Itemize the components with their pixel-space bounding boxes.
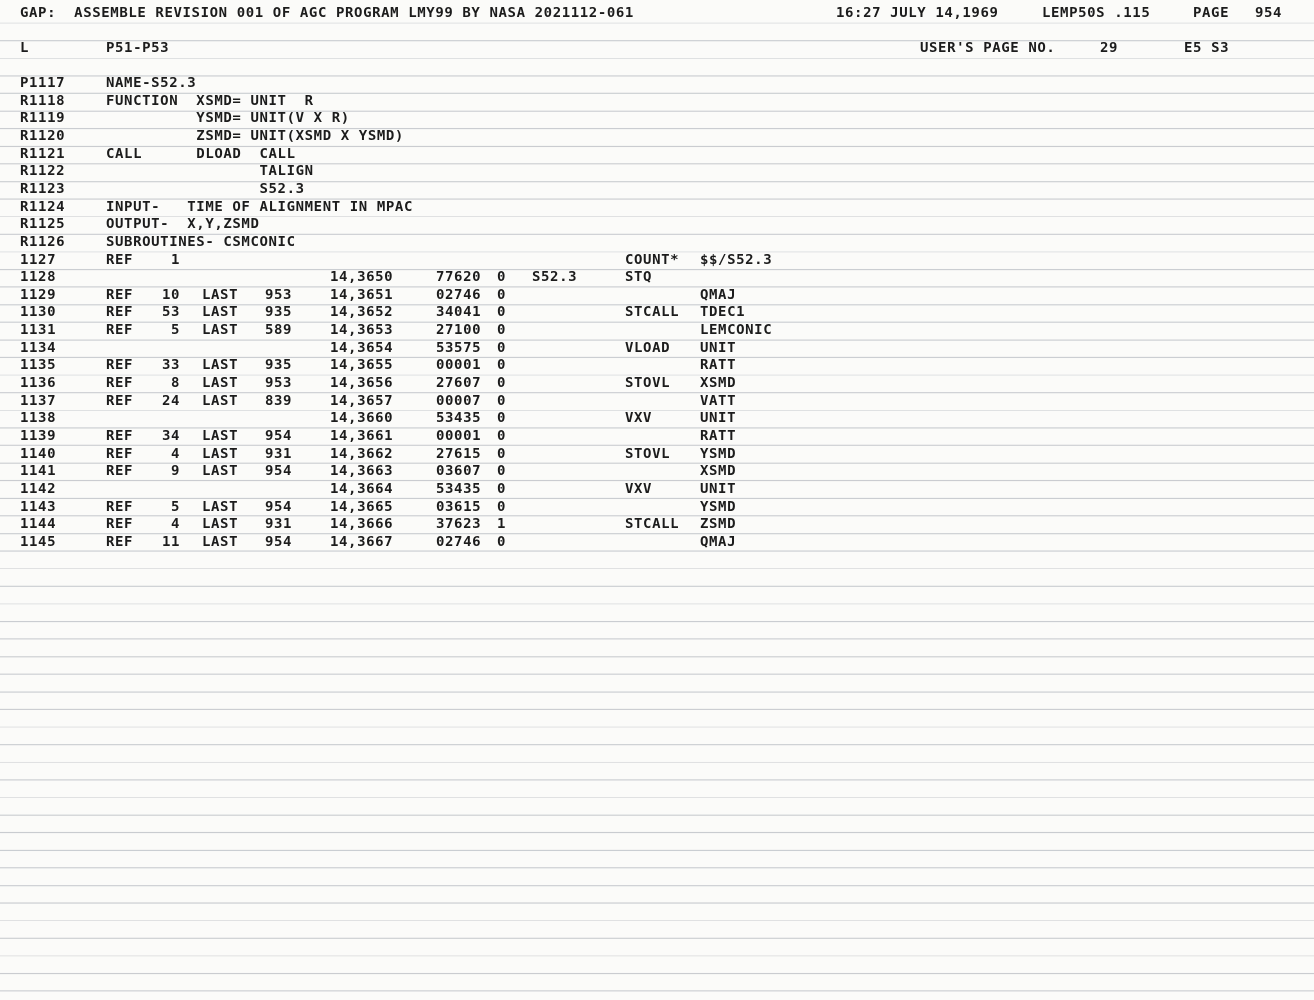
octal-word: 27615 [436, 446, 482, 462]
ref-keyword: REF [106, 287, 134, 303]
opcode: VXV [625, 481, 653, 497]
header-time: 16:27 JULY 14,1969 [836, 6, 999, 21]
listing-line [0, 111, 1314, 129]
ref-count: 4 [170, 517, 180, 532]
line-number: 1135 [20, 358, 57, 374]
last-page: 953 [265, 287, 293, 303]
line-number: R1126 [20, 234, 66, 250]
remark-text: CALL DLOAD CALL [106, 146, 296, 162]
line-number: R1121 [20, 146, 66, 162]
line-number: 1140 [20, 446, 57, 462]
listing-line [0, 235, 1314, 253]
octal-word: 53435 [436, 481, 482, 497]
ref-count: 5 [170, 499, 180, 515]
ref-keyword: REF [106, 446, 134, 462]
operand: LEMCONIC [700, 323, 773, 338]
listing-line [0, 517, 1314, 535]
listing-line [0, 253, 1314, 271]
ref-count: 1 [170, 252, 180, 268]
ref-count: 8 [170, 376, 180, 391]
operand: XSMD [700, 464, 737, 480]
address: 14,3666 [330, 517, 394, 532]
listing-line [0, 323, 1314, 341]
last-keyword: LAST [202, 358, 239, 374]
last-keyword: LAST [202, 446, 239, 462]
parity-flag: 0 [497, 411, 507, 427]
ref-count: 9 [170, 464, 180, 480]
line-number: 1128 [20, 270, 57, 285]
line-number: 1144 [20, 517, 57, 532]
last-page: 931 [265, 517, 293, 532]
address: 14,3657 [330, 393, 394, 409]
ref-count: 4 [170, 446, 180, 462]
listing-line [0, 217, 1314, 235]
last-page: 954 [265, 534, 293, 550]
octal-word: 34041 [436, 305, 482, 321]
last-keyword: LAST [202, 517, 239, 532]
line-number: 1141 [20, 464, 57, 480]
remark-text: SUBROUTINES- CSMCONIC [106, 234, 296, 250]
address: 14,3653 [330, 323, 394, 338]
operand: VATT [700, 393, 737, 409]
octal-word: 03607 [436, 464, 482, 480]
line-number: 1143 [20, 499, 57, 515]
listing-line [0, 305, 1314, 323]
parity-flag: 0 [497, 358, 507, 374]
line-number: 1130 [20, 305, 57, 321]
octal-word: 27100 [436, 323, 482, 338]
octal-word: 03615 [436, 499, 482, 515]
operand: XSMD [700, 376, 737, 391]
address: 14,3660 [330, 411, 394, 427]
line-number: 1131 [20, 323, 57, 338]
line-number: R1123 [20, 181, 66, 197]
last-keyword: LAST [202, 534, 239, 550]
opcode: STCALL [625, 517, 680, 532]
opcode: VXV [625, 411, 653, 427]
opcode: STQ [625, 270, 653, 285]
operand: QMAJ [700, 534, 737, 550]
line-number: P1117 [20, 76, 66, 91]
listing-line [0, 76, 1314, 94]
line-number: 1145 [20, 534, 57, 550]
operand: YSMD [700, 499, 737, 515]
operand: RATT [700, 358, 737, 374]
ref-keyword: REF [106, 358, 134, 374]
opcode: STCALL [625, 305, 680, 321]
header-page-label: PAGE [1193, 6, 1230, 21]
opcode: STOVL [625, 376, 671, 391]
last-keyword: LAST [202, 287, 239, 303]
last-keyword: LAST [202, 429, 239, 444]
last-page: 935 [265, 305, 293, 321]
operand: $$/S52.3 [700, 252, 773, 268]
line-number: 1139 [20, 429, 57, 444]
line-number: R1124 [20, 199, 66, 215]
line-number: R1122 [20, 164, 66, 179]
operand: UNIT [700, 481, 737, 497]
header-job: LEMP50S .115 [1042, 6, 1151, 21]
address: 14,3665 [330, 499, 394, 515]
octal-word: 00007 [436, 393, 482, 409]
listing-line [0, 200, 1314, 218]
remark-text: INPUT- TIME OF ALIGNMENT IN MPAC [106, 199, 413, 215]
ref-keyword: REF [106, 534, 134, 550]
operand: RATT [700, 429, 737, 444]
ref-count: 34 [161, 429, 180, 444]
ref-count: 11 [161, 534, 180, 550]
ref-count: 33 [161, 358, 180, 374]
octal-word: 02746 [436, 287, 482, 303]
octal-word: 02746 [436, 534, 482, 550]
octal-word: 37623 [436, 517, 482, 532]
listing-line [0, 147, 1314, 165]
last-page: 589 [265, 323, 293, 338]
line-number: 1129 [20, 287, 57, 303]
last-page: 839 [265, 393, 293, 409]
user-page-label: USER'S PAGE NO. [920, 41, 1056, 56]
listing-line [0, 500, 1314, 518]
remark-text: NAME-S52.3 [106, 76, 197, 91]
parity-flag: 0 [497, 393, 507, 409]
address: 14,3662 [330, 446, 394, 462]
address: 14,3663 [330, 464, 394, 480]
address: 14,3652 [330, 305, 394, 321]
last-keyword: LAST [202, 393, 239, 409]
listing-line [0, 447, 1314, 465]
address: 14,3654 [330, 340, 394, 356]
last-page: 935 [265, 358, 293, 374]
line-number: R1125 [20, 217, 66, 232]
listing-line [0, 464, 1314, 482]
listing-line [0, 376, 1314, 394]
octal-word: 00001 [436, 429, 482, 444]
ref-keyword: REF [106, 393, 134, 409]
parity-flag: 1 [497, 517, 507, 532]
address: 14,3651 [330, 287, 394, 303]
header-page-number: 954 [1255, 6, 1283, 21]
address: 14,3661 [330, 429, 394, 444]
remark-text: ZSMD= UNIT(XSMD X YSMD) [106, 128, 404, 144]
parity-flag: 0 [497, 305, 507, 321]
last-keyword: LAST [202, 464, 239, 480]
ref-count: 53 [161, 305, 180, 321]
remark-text: FUNCTION XSMD= UNIT R [106, 93, 314, 109]
user-page-number: 29 [1100, 41, 1119, 56]
listing-line [0, 358, 1314, 376]
opcode: STOVL [625, 446, 671, 462]
octal-word: 53575 [436, 340, 482, 356]
ref-keyword: REF [106, 323, 134, 338]
last-keyword: LAST [202, 305, 239, 321]
remark-text: TALIGN [106, 164, 314, 179]
parity-flag: 0 [497, 340, 507, 356]
parity-flag: 0 [497, 376, 507, 391]
parity-flag: 0 [497, 323, 507, 338]
listing-line [0, 288, 1314, 306]
listing-line [0, 482, 1314, 500]
ref-keyword: REF [106, 464, 134, 480]
line-number: R1119 [20, 111, 66, 127]
ref-keyword: REF [106, 252, 134, 268]
line-number: 1137 [20, 393, 57, 409]
line-number: R1120 [20, 128, 66, 144]
ref-keyword: REF [106, 376, 134, 391]
parity-flag: 0 [497, 270, 507, 285]
operand: TDEC1 [700, 305, 746, 321]
operand: UNIT [700, 340, 737, 356]
last-page: 954 [265, 499, 293, 515]
parity-flag: 0 [497, 534, 507, 550]
listing-line [0, 164, 1314, 182]
opcode: COUNT* [625, 252, 680, 268]
listing-line [0, 429, 1314, 447]
ref-keyword: REF [106, 305, 134, 321]
remark-text: YSMD= UNIT(V X R) [106, 111, 350, 127]
last-page: 954 [265, 429, 293, 444]
line-number: 1136 [20, 376, 57, 391]
location-tag: S52.3 [532, 270, 578, 285]
header-title: GAP: ASSEMBLE REVISION 001 OF AGC PROGRAM LMY99 BY NASA 2021112-061 [20, 6, 634, 21]
opcode: VLOAD [625, 340, 671, 356]
parity-flag: 0 [497, 499, 507, 515]
parity-flag: 0 [497, 464, 507, 480]
listing-line [0, 535, 1314, 553]
octal-word: 53435 [436, 411, 482, 427]
operand: ZSMD [700, 517, 737, 532]
parity-flag: 0 [497, 481, 507, 497]
parity-flag: 0 [497, 446, 507, 462]
last-page: 954 [265, 464, 293, 480]
subheader-section: P51-P53 [106, 41, 170, 56]
line-number: 1134 [20, 340, 57, 356]
address: 14,3655 [330, 358, 394, 374]
last-keyword: LAST [202, 376, 239, 391]
listing-line [0, 394, 1314, 412]
ref-count: 10 [161, 287, 180, 303]
octal-word: 27607 [436, 376, 482, 391]
operand: QMAJ [700, 287, 737, 303]
line-number: 1142 [20, 481, 57, 497]
line-number: R1118 [20, 93, 66, 109]
address: 14,3667 [330, 534, 394, 550]
last-keyword: LAST [202, 323, 239, 338]
listing-line [0, 94, 1314, 112]
line-number: 1127 [20, 252, 57, 268]
ref-keyword: REF [106, 499, 134, 515]
ref-keyword: REF [106, 517, 134, 532]
octal-word: 77620 [436, 270, 482, 285]
address: 14,3656 [330, 376, 394, 391]
last-page: 931 [265, 446, 293, 462]
parity-flag: 0 [497, 287, 507, 303]
listing-line [0, 341, 1314, 359]
remark-text: S52.3 [106, 181, 305, 197]
line-number: 1138 [20, 411, 57, 427]
address: 14,3650 [330, 270, 394, 285]
operand: YSMD [700, 446, 737, 462]
listing-line [0, 129, 1314, 147]
address: 14,3664 [330, 481, 394, 497]
last-keyword: LAST [202, 499, 239, 515]
parity-flag: 0 [497, 429, 507, 444]
ref-count: 24 [161, 393, 180, 409]
listing-line [0, 411, 1314, 429]
octal-word: 00001 [436, 358, 482, 374]
remark-text: OUTPUT- X,Y,ZSMD [106, 217, 260, 232]
operand: UNIT [700, 411, 737, 427]
listing-line [0, 270, 1314, 288]
last-page: 953 [265, 376, 293, 391]
ref-keyword: REF [106, 429, 134, 444]
subheader-code: E5 S3 [1184, 41, 1230, 56]
subheader-flag: L [20, 41, 30, 56]
listing-line [0, 182, 1314, 200]
ref-count: 5 [170, 323, 180, 338]
